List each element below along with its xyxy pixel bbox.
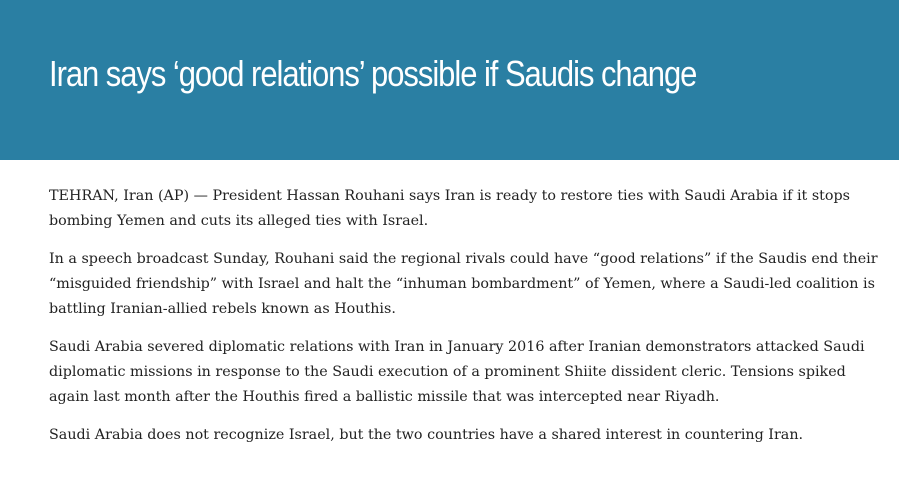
article-paragraph-2: In a speech broadcast Sunday, Rouhani said the regional rivals could have “good relations” if the Saudis end their “misguided friendship” with Israel and halt the “inhuman bombardment” of Yemen, where a Saudi-led coalition is battling Iranian-allied rebels known as Houthis.	[49, 251, 878, 317]
headline-banner	[0, 0, 899, 160]
article-paragraph-1: TEHRAN, Iran (AP) — President Hassan Rouhani says Iran is ready to restore ties with Saudi Arabia if it stops bombing Yemen and cuts its alleged ties with Israel.	[49, 188, 851, 229]
article-paragraph-4: Saudi Arabia does not recognize Israel, but the two countries have a shared interest in countering Iran.	[49, 427, 804, 443]
article-body	[49, 184, 879, 461]
article-headline: Iran says ‘good relations’ possible if Saudis change	[49, 53, 697, 94]
article-paragraph-3: Saudi Arabia severed diplomatic relations with Iran in January 2016 after Iranian demonstrators attacked Saudi diplomatic missions in response to the Saudi execution of a prominent Shiite dissident cleric. Tensions spiked again last month after the Houthis fired a ballistic missile that was intercepted near Riyadh.	[49, 339, 865, 405]
